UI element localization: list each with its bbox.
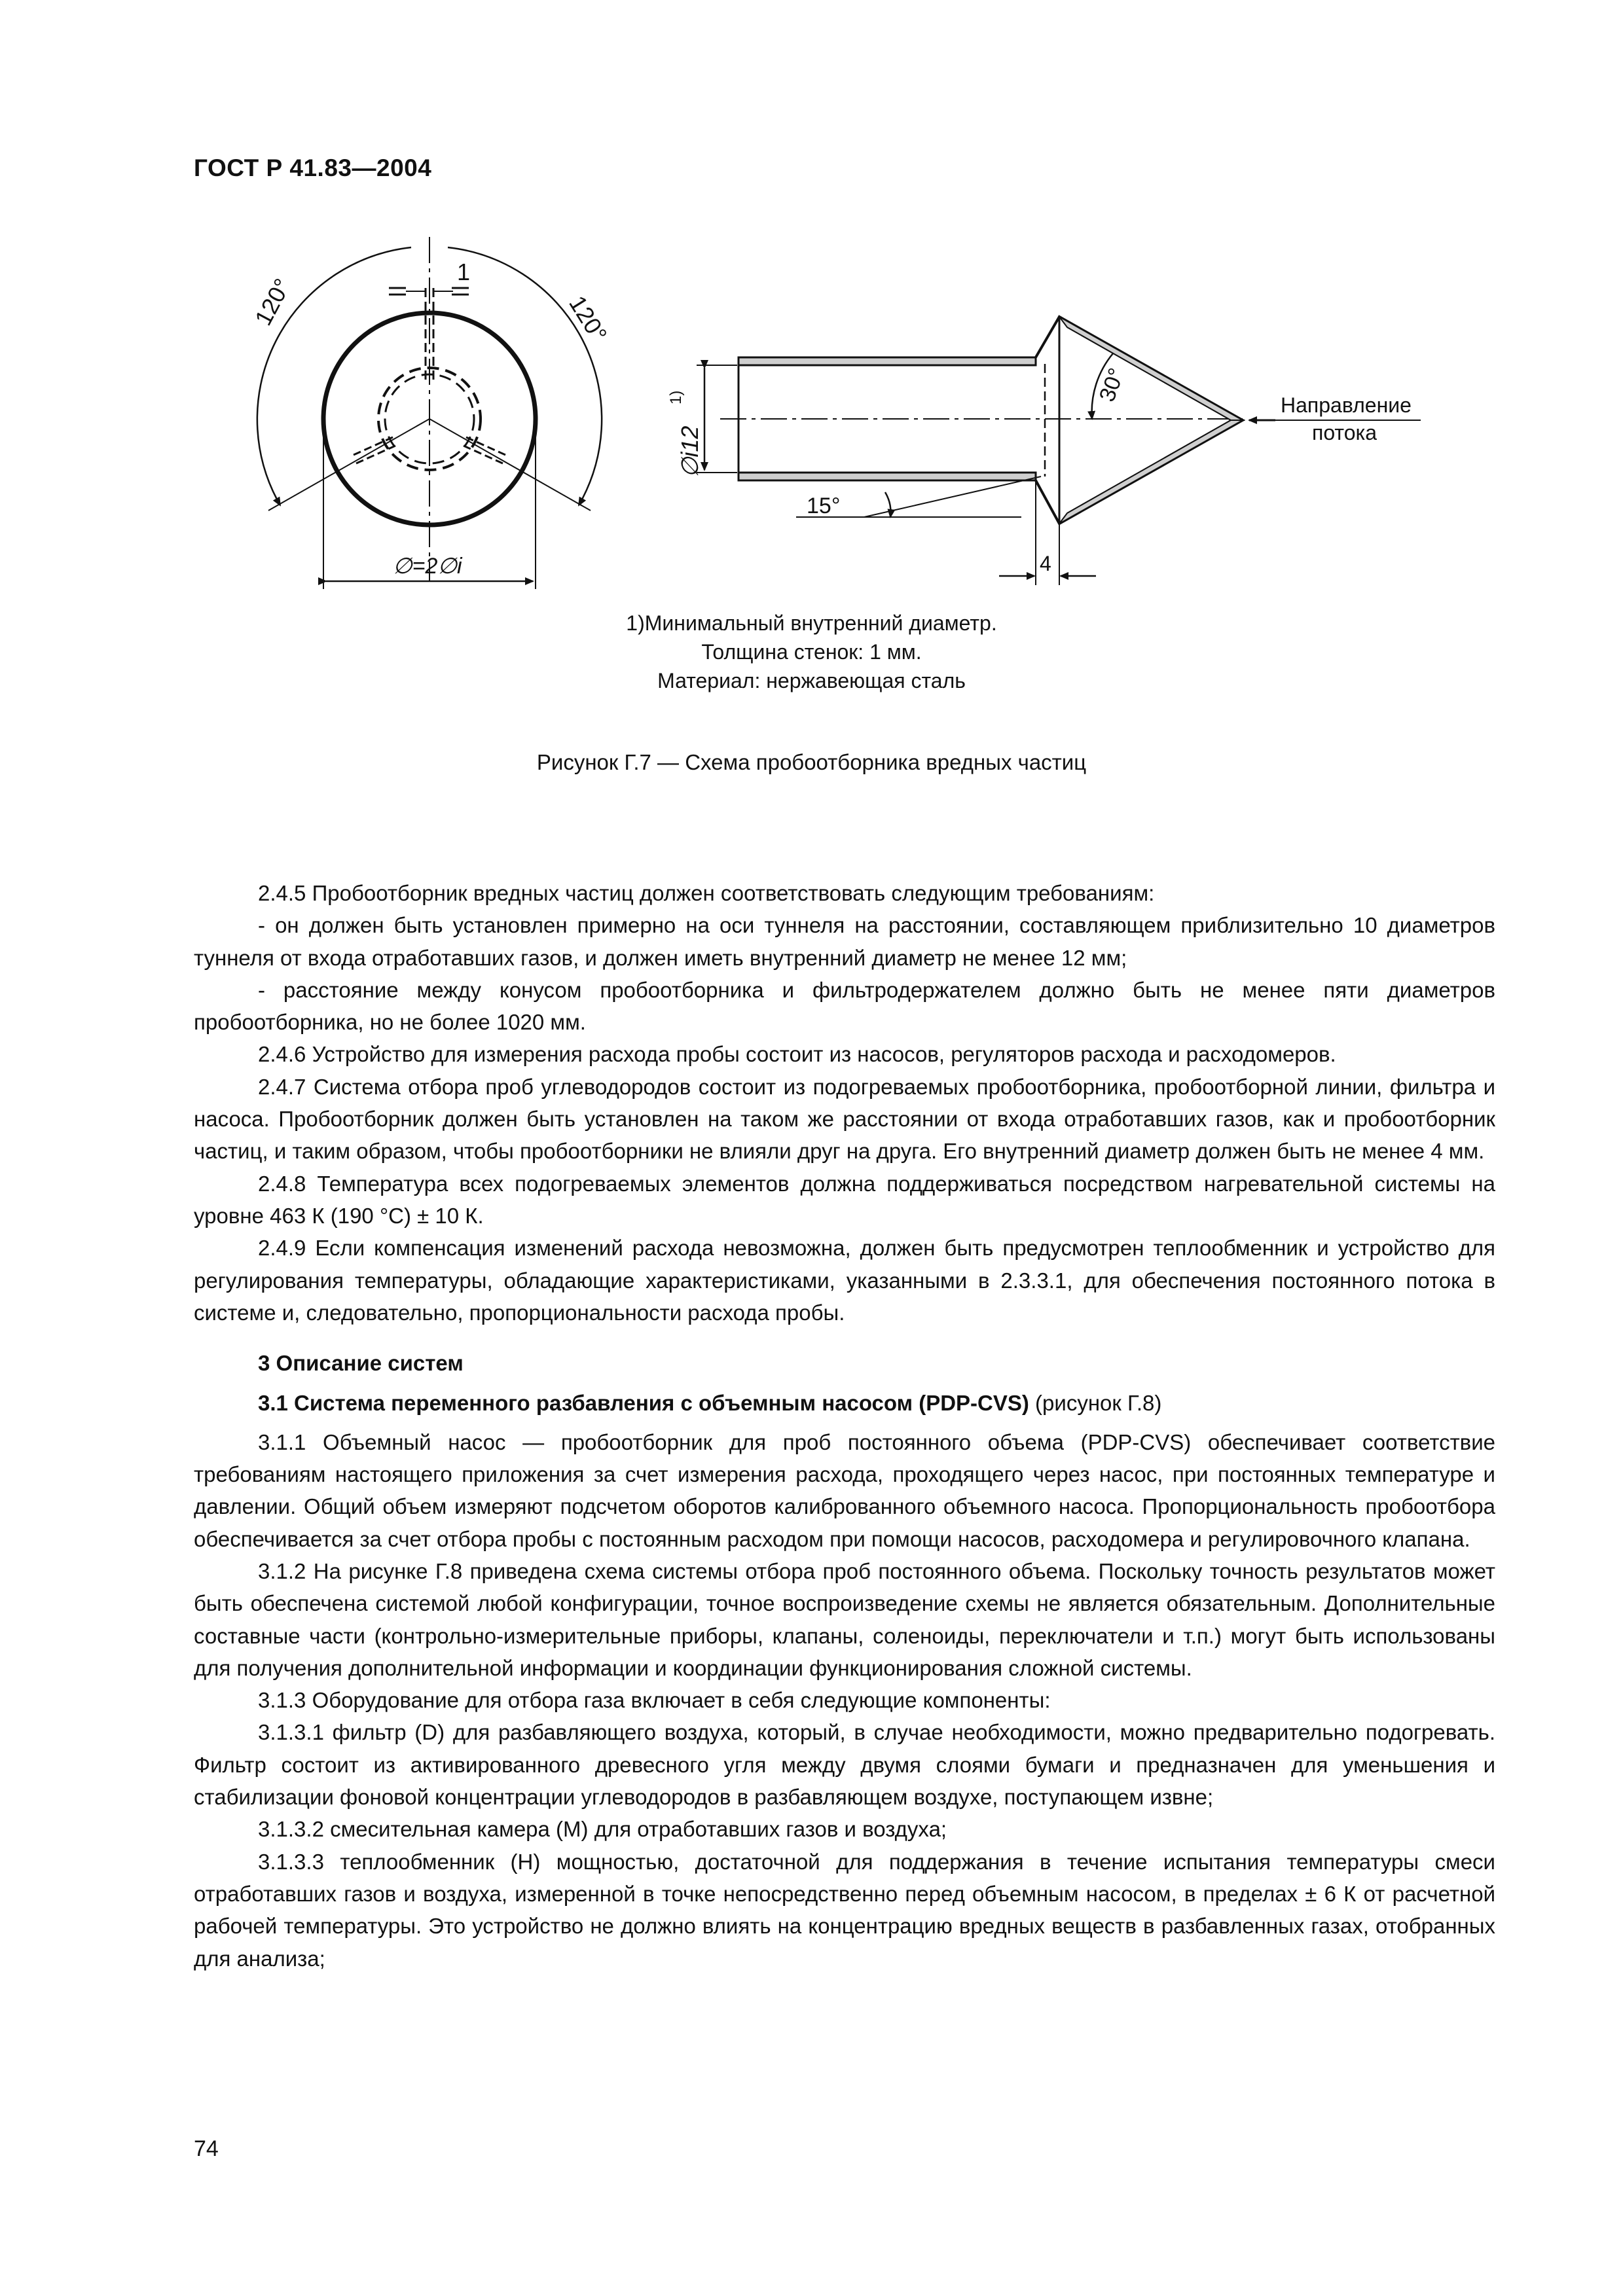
paragraph-3-1-3-1: 3.1.3.1 фильтр (D) для разбавляющего воздуха, который, в случае необходимости, можно предварительно подогревать. Фильтр состоит из активированного древесного угля между двумя слоями бумаги и предназначен для уменьшения и стабилизации фоновой концентрации углеводородов в разбавляющем воздухе, поступающем извне; (194, 1720, 1495, 1810)
paragraph-2-4-5-a: - он должен быть установлен примерно на оси туннеля на расстоянии, составляющем приблизительно 10 диаметров туннеля от входа отработавших газов, и должен иметь внутренний диаметр не менее 12 мм; (194, 913, 1495, 970)
angle-label-30: 30° (1094, 365, 1130, 405)
paragraph-3-1-3-2: 3.1.3.2 смесительная камера (М) для отработавших газов и воздуха; (258, 1817, 947, 1842)
paragraph-3-1-3-3: 3.1.3.3 теплообменник (Н) мощностью, достаточной для поддержания в течение испытания температуры смеси отработавших газов и воздуха, измеренной в точке непосредственно перед объемным насосом, в пределах ± 6 К от расчетной рабочей температуры. Это устройство не должно влиять на концентрацию вредных веществ в разбавленных газах, отобранных для анализа; (194, 1849, 1495, 1971)
section-heading-3-1-ref: (рисунок Г.8) (1029, 1391, 1162, 1416)
paragraph-2-4-5: 2.4.5 Пробоотборник вредных частиц должен соответствовать следующим требованиям: (258, 881, 1155, 905)
paragraph-2-4-9: 2.4.9 Если компенсация изменений расхода невозможна, должен быть предусмотрен теплообменник и устройство для регулирования температуры, обладающие характеристиками, указанными в 2.3.3.1, для обеспечения постоянного потока в системе и, следовательно, пропорциональности расхода пробы. (194, 1236, 1495, 1325)
outer-diameter-label: ∅=2∅i (393, 554, 462, 579)
figure-note-3: Материал: нержавеющая сталь (657, 669, 966, 692)
figure-caption: Рисунок Г.7 — Схема пробоотборника вредных частиц (536, 750, 1087, 774)
footnote-marker: 1) (667, 390, 685, 404)
angle-label-15: 15° (807, 493, 841, 518)
angle-label-right: 120° (564, 291, 613, 347)
paragraph-3-1-2: 3.1.2 На рисунке Г.8 приведена схема системы отбора проб постоянного объема. Поскольку точность результатов может быть обеспечена системой любой конфигурации, точное воспроизведение схемы не является обязательным. Дополнительные составные части (контрольно-измерительные приборы, клапаны, соленоиды, переключатели и т.п.) могут быть использованы для получения дополнительной информации и координации функционирования сложной системы. (194, 1558, 1495, 1680)
flow-direction-label-2: потока (1312, 421, 1377, 444)
probe-figure (0, 223, 1623, 589)
paragraph-2-4-6: 2.4.6 Устройство для измерения расхода пробы состоит из насосов, регуляторов расхода и расходомеров. (258, 1042, 1336, 1067)
paragraph-2-4-8: 2.4.8 Температура всех подогреваемых элементов должна поддерживаться посредством нагревательной системы на уровне 463 К (190 °С) ± 10 К. (194, 1171, 1495, 1228)
angle-label-left: 120° (249, 274, 297, 330)
figure-notes (0, 609, 1623, 695)
dimension-label-4: 4 (1040, 552, 1051, 575)
paragraph-2-4-5-b: - расстояние между конусом пробоотборника и фильтродержателем должно быть не менее пяти диаметров пробоотборника, но не более 1020 мм. (194, 977, 1495, 1035)
figure-note-1: 1)Минимальный внутренний диаметр. (626, 611, 997, 635)
paragraph-3-1-1: 3.1.1 Объемный насос — пробоотборник для проб постоянного объема (PDP-CVS) обеспечивает соответствие требованиям настоящего приложения за счет измерения расхода, проходящего через насос, при постоянных температуре и давлении. Общий объем измеряют подсчетом оборотов калиброванного объемного насоса. Пропорциональность пробоотбора обеспечивается за счет отбора пробы с постоянным расходом при помощи насосов, расходомера и регулировочного клапана. (194, 1429, 1495, 1551)
page-number: 74 (194, 2136, 219, 2161)
probe-drawing (0, 223, 1623, 589)
section-heading-3-1-title: 3.1 Система переменного разбавления с объемным насосом (PDP-CVS) (258, 1391, 1029, 1416)
paragraph-2-4-7: 2.4.7 Система отбора проб углеводородов состоит из подогреваемых пробоотборника, пробоотборной линии, фильтра и насоса. Пробоотборник должен быть установлен на таком же расстоянии от входа отработавших газов, как и пробоотборник частиц, и таким образом, чтобы пробоотборники не влияли друг на друга. Его внутренний диаметр должен быть не менее 4 мм. (194, 1074, 1495, 1164)
document-body (194, 877, 1495, 1975)
front-view (257, 237, 602, 589)
document-header: ГОСТ Р 41.83—2004 (194, 154, 432, 181)
paragraph-3-1-3: 3.1.3 Оборудование для отбора газа включает в себя следующие компоненты: (258, 1688, 1051, 1713)
inner-diameter-label: ∅i12 (676, 425, 703, 478)
section-heading-3: 3 Описание систем (258, 1351, 464, 1376)
figure-note-2: Толщина стенок: 1 мм. (701, 640, 922, 664)
slot-width-label: 1 (457, 259, 471, 285)
side-view (697, 317, 1421, 585)
section-heading-3-1 (194, 1387, 1495, 1419)
flow-direction-label-1: Направление (1281, 393, 1412, 417)
